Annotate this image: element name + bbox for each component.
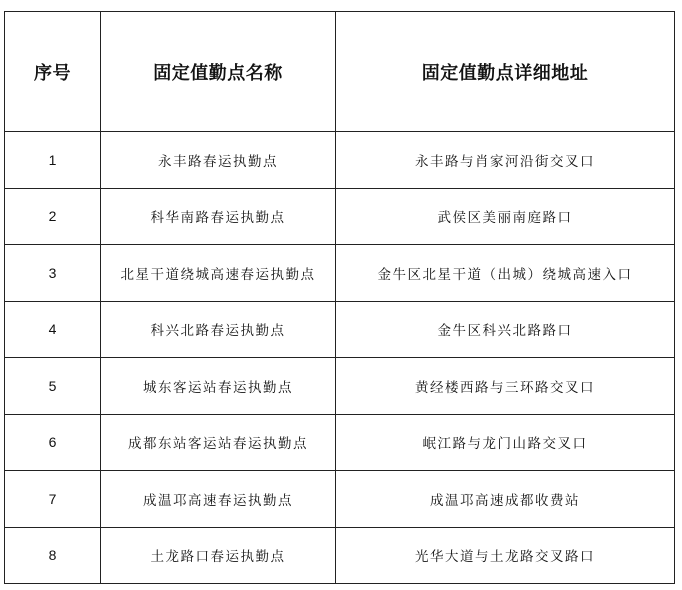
table-row — [5, 527, 675, 584]
row-post-address: 岷江路与龙门山路交叉口 — [336, 414, 675, 471]
row-serial-number: 2 — [5, 188, 101, 245]
row-post-name: 北星干道绕城高速春运执勤点 — [101, 245, 336, 302]
row-post-name: 成温邛高速春运执勤点 — [101, 471, 336, 528]
table-row — [5, 245, 675, 302]
row-post-address: 成温邛高速成都收费站 — [336, 471, 675, 528]
row-post-address: 光华大道与土龙路交叉路口 — [336, 527, 675, 584]
row-serial-number: 7 — [5, 471, 101, 528]
row-serial-number: 3 — [5, 245, 101, 302]
row-post-name: 科华南路春运执勤点 — [101, 188, 336, 245]
row-post-name: 土龙路口春运执勤点 — [101, 527, 336, 584]
table-row — [5, 132, 675, 189]
duty-posts-table — [4, 11, 675, 584]
row-post-name: 科兴北路春运执勤点 — [101, 301, 336, 358]
table-row — [5, 301, 675, 358]
header-post-address: 固定值勤点详细地址 — [336, 12, 675, 132]
row-post-address: 金牛区北星干道（出城）绕城高速入口 — [336, 245, 675, 302]
row-serial-number: 4 — [5, 301, 101, 358]
header-row — [5, 12, 675, 132]
row-post-name: 成都东站客运站春运执勤点 — [101, 414, 336, 471]
row-serial-number: 1 — [5, 132, 101, 189]
table-row — [5, 414, 675, 471]
table-row — [5, 358, 675, 415]
row-post-address: 黄经楼西路与三环路交叉口 — [336, 358, 675, 415]
table-row — [5, 188, 675, 245]
table-row — [5, 471, 675, 528]
row-serial-number: 5 — [5, 358, 101, 415]
row-serial-number: 8 — [5, 527, 101, 584]
header-post-name: 固定值勤点名称 — [101, 12, 336, 132]
row-post-address: 武侯区美丽南庭路口 — [336, 188, 675, 245]
row-post-name: 永丰路春运执勤点 — [101, 132, 336, 189]
row-post-name: 城东客运站春运执勤点 — [101, 358, 336, 415]
row-post-address: 永丰路与肖家河沿街交叉口 — [336, 132, 675, 189]
row-post-address: 金牛区科兴北路路口 — [336, 301, 675, 358]
header-serial-number: 序号 — [5, 12, 101, 132]
row-serial-number: 6 — [5, 414, 101, 471]
